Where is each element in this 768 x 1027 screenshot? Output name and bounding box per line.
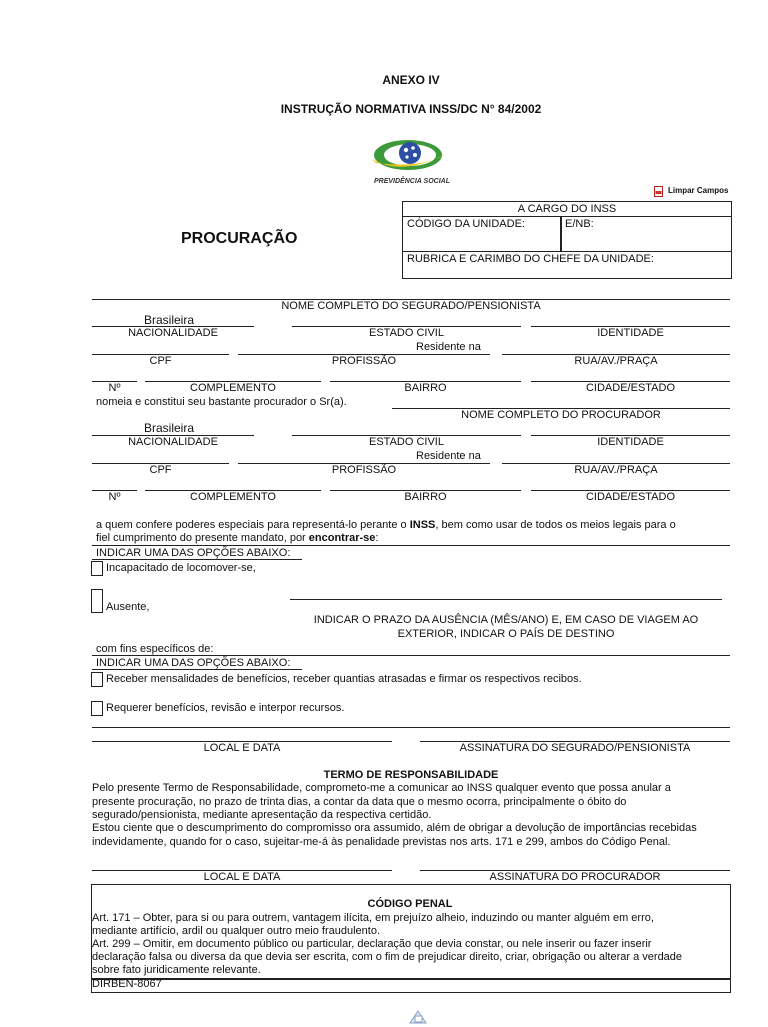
penal-code-title: CÓDIGO PENAL <box>367 898 453 910</box>
powers-line-1-pre: a quem confere poderes especiais para representá-lo perante o <box>96 519 410 531</box>
document-link-icon[interactable] <box>406 1008 430 1024</box>
powers-line-1-bold: INSS <box>409 519 436 531</box>
attorney-cpf-label: CPF <box>149 464 172 476</box>
term-p2-line-2: indevidamente, quando for o caso, sujeitar-me-á às penalidade previstas nos arts. 171 e 299, ambos do Código Penal. <box>92 836 671 848</box>
art-299-line-1: Art. 299 – Omitir, em documento público ou particular, declaração que devia constar, ou nele inserir ou fazer inserir <box>92 938 652 950</box>
powers-line-1-post: , bem como usar de todos os meios legais para o <box>435 519 676 531</box>
incapacitated-label: Incapacitado de locomover-se, <box>106 562 256 574</box>
absence-label-1: INDICAR O PRAZO DA AUSÊNCIA (MÊS/ANO) E, EM CASO DE VIAGEM AO <box>313 614 699 626</box>
attorney-district-label: BAIRRO <box>404 491 447 503</box>
insured-identity-label: IDENTIDADE <box>597 327 664 339</box>
insured-complement-label: COMPLEMENTO <box>190 382 276 394</box>
instruction-title: INSTRUÇÃO NORMATIVA INSS/DC N° 84/2002 <box>280 102 542 116</box>
powers-line-2-pre: fiel cumprimento do presente mandato, por <box>96 532 309 544</box>
insured-name-label: NOME COMPLETO DO SEGURADO/PENSIONISTA <box>281 300 541 312</box>
attorney-resident-label: Residente na <box>416 450 481 462</box>
enb-field[interactable] <box>560 216 732 252</box>
term-p1-line-1: Pelo presente Termo de Responsabilidade, comprometo-me a comunicar ao INSS qualquer evento que possa anular a <box>92 782 671 794</box>
options-2-header: INDICAR UMA DAS OPÇÕES ABAIXO: <box>96 657 291 669</box>
insured-nationality-label: NACIONALIDADE <box>128 327 218 339</box>
unit-code-field[interactable] <box>402 216 562 252</box>
insured-district-label: BAIRRO <box>404 382 447 394</box>
attorney-name-label: NOME COMPLETO DO PROCURADOR <box>461 409 661 421</box>
term-p2-line-1: Estou ciente que o descumprimento do compromisso ora assumido, além de obrigar a devolução de importâncias recebidas <box>92 822 697 834</box>
insured-civil-label: ESTADO CIVIL <box>369 327 444 339</box>
enb-label: E/NB: <box>565 218 594 230</box>
inss-box-header <box>402 201 732 217</box>
pdf-document-icon <box>654 186 663 197</box>
absent-label: Ausente, <box>106 601 150 613</box>
powers-line-1 <box>96 519 676 531</box>
attorney-profession-label: PROFISSÃO <box>331 464 397 476</box>
incapacitated-checkbox[interactable] <box>91 561 103 576</box>
art-299-line-3: sobre fato juridicamente relevante. <box>92 964 261 976</box>
dirben-code-box <box>91 978 731 993</box>
absence-label-2: EXTERIOR, INDICAR O PAÍS DE DESTINO <box>397 628 615 640</box>
attorney-nationality-value[interactable]: Brasileira <box>144 421 195 435</box>
term-p1-line-3: segurado/pensionista, mediante apresentação da respectiva certidão. <box>92 809 432 821</box>
annex-title: ANEXO IV <box>382 73 440 87</box>
purposes-divider <box>92 655 730 656</box>
attorney-complement-label: COMPLEMENTO <box>190 491 276 503</box>
options-1-header-line <box>92 559 302 560</box>
chief-signature-label: RUBRICA E CARIMBO DO CHEFE DA UNIDADE: <box>407 253 654 265</box>
unit-code-label: CÓDIGO DA UNIDADE: <box>407 218 525 230</box>
attorney-nationality-label: NACIONALIDADE <box>128 436 218 448</box>
insured-number-label: Nº <box>108 382 121 394</box>
place-date-2-label: LOCAL E DATA <box>203 871 281 883</box>
powers-line-2 <box>96 532 378 544</box>
art-299-line-2: declaração falsa ou diversa da que devia ser escrita, com o fim de prejudicar direito, criar, obrigação ou alterar a verdade <box>92 951 683 963</box>
absent-checkbox[interactable] <box>91 589 103 613</box>
insured-street-label: RUA/AV./PRAÇA <box>574 355 658 367</box>
options-2-header-line <box>92 669 302 670</box>
options-2-divider <box>92 727 730 728</box>
insured-city-label: CIDADE/ESTADO <box>585 382 676 394</box>
purposes-text: com fins específicos de: <box>96 643 214 655</box>
attorney-identity-label: IDENTIDADE <box>597 436 664 448</box>
page-title: PROCURAÇÃO <box>181 230 298 247</box>
insured-resident-label: Residente na <box>416 341 481 353</box>
powers-divider <box>92 545 730 546</box>
options-1-header: INDICAR UMA DAS OPÇÕES ABAIXO: <box>96 547 291 559</box>
request-benefits-checkbox[interactable] <box>91 701 103 716</box>
attorney-street-label: RUA/AV./PRAÇA <box>574 464 658 476</box>
powers-line-2-bold: encontrar-se <box>308 532 376 544</box>
insured-cpf-label: CPF <box>149 355 172 367</box>
logo-text: PREVIDÊNCIA SOCIAL <box>374 178 450 185</box>
inss-box-header-label: A CARGO DO INSS <box>517 203 617 215</box>
attorney-civil-label: ESTADO CIVIL <box>369 436 444 448</box>
attorney-city-label: CIDADE/ESTADO <box>585 491 676 503</box>
dirben-code: DIRBEN-8067 <box>92 978 162 990</box>
appoints-text: nomeia e constitui seu bastante procurador o Sr(a). <box>96 396 347 408</box>
receive-benefits-checkbox[interactable] <box>91 672 103 687</box>
insured-profession-label: PROFISSÃO <box>331 355 397 367</box>
insured-signature-label: ASSINATURA DO SEGURADO/PENSIONISTA <box>459 742 691 754</box>
absence-line <box>290 599 722 600</box>
receive-benefits-label: Receber mensalidades de benefícios, receber quantias atrasadas e firmar os respectivos recibos. <box>106 673 582 685</box>
term-p1-line-2: presente procuração, no prazo de trinta dias, a contar da data que o mesmo ocorra, principalmente o óbito do <box>92 796 627 808</box>
attorney-signature-label: ASSINATURA DO PROCURADOR <box>489 871 661 883</box>
chief-signature-field[interactable] <box>402 251 732 279</box>
clear-fields-label: Limpar Campos <box>668 186 729 195</box>
insured-nationality-value[interactable]: Brasileira <box>144 313 195 327</box>
place-date-1-label: LOCAL E DATA <box>203 742 281 754</box>
request-benefits-label: Requerer benefícios, revisão e interpor recursos. <box>106 702 345 714</box>
term-title: TERMO DE RESPONSABILIDADE <box>323 769 499 781</box>
art-171-line-2: mediante artifício, ardil ou qualquer outro meio fraudulento. <box>92 925 381 937</box>
attorney-number-label: Nº <box>108 491 121 503</box>
powers-line-2-post: : <box>375 532 379 544</box>
art-171-line-1: Art. 171 – Obter, para si ou para outrem, vantagem ilícita, em prejuízo alheio, induzindo ou manter alguém em erro, <box>92 912 654 924</box>
